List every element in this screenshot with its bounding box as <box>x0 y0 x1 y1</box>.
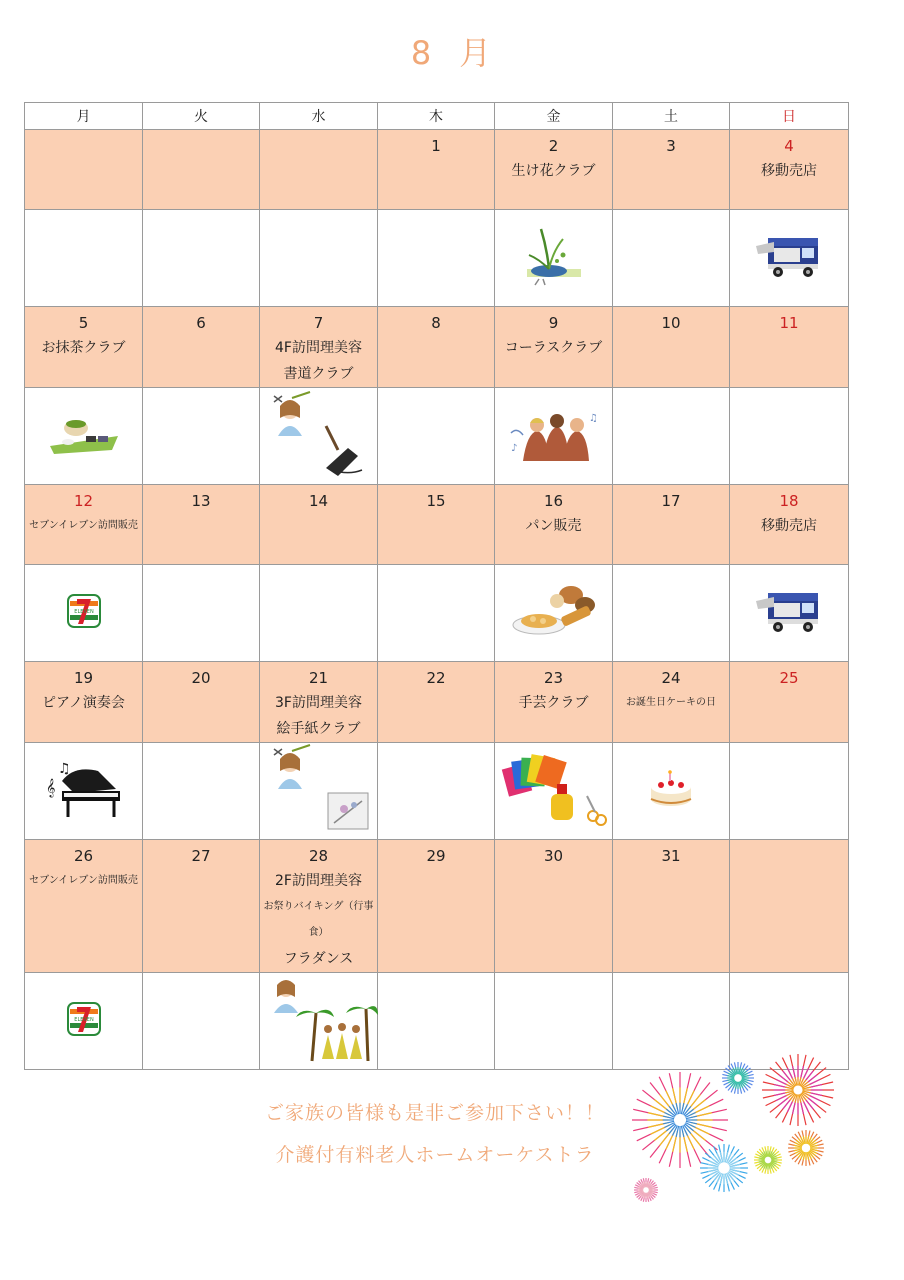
illustration-cell <box>730 565 849 662</box>
illustration-cell <box>495 973 613 1070</box>
seven-eleven-logo-icon <box>25 1001 142 1041</box>
event-label: お抹茶クラブ <box>41 340 126 356</box>
piano-icon <box>25 759 142 823</box>
day-cell <box>730 840 849 973</box>
day-cell <box>260 130 378 210</box>
illustration-cell <box>143 565 260 662</box>
day-cell <box>378 307 495 388</box>
day-number: 3 <box>666 137 676 155</box>
event-label: 生け花クラブ <box>511 163 596 179</box>
weekday-tue: 火 <box>143 103 260 130</box>
day-number: 30 <box>543 847 564 865</box>
illustration-cell <box>495 743 613 840</box>
day-cell <box>613 485 730 565</box>
day-cell <box>25 485 143 565</box>
day-cell <box>143 840 260 973</box>
footer-invite-text: ご家族の皆様も是非ご参加下さい！！ <box>264 1102 605 1124</box>
day-cell <box>495 485 613 565</box>
illustration-cell <box>378 210 495 307</box>
illustration-cell <box>730 388 849 485</box>
day-number: 7 <box>313 314 324 332</box>
day-number: 20 <box>191 669 211 687</box>
event-label: セブンイレブン訪問販売 <box>29 520 138 531</box>
day-number: 18 <box>779 492 799 510</box>
day-number: 16 <box>543 492 564 510</box>
day-cell <box>613 130 730 210</box>
day-number: 2 <box>548 137 559 155</box>
event-label: 手芸クラブ <box>518 695 589 711</box>
fireworks-icon <box>620 1050 850 1220</box>
illustration-cell <box>143 388 260 485</box>
illustration-cell <box>143 210 260 307</box>
illustration-cell <box>25 388 143 485</box>
day-cell <box>378 485 495 565</box>
day-cell <box>730 662 849 743</box>
day-number: 24 <box>661 669 681 687</box>
day-cell <box>25 840 143 973</box>
day-cell <box>495 662 613 743</box>
illustration-cell <box>25 973 143 1070</box>
event-label: 移動売店 <box>761 518 817 534</box>
illustration-cell <box>25 210 143 307</box>
day-number: 17 <box>661 492 681 510</box>
seven-eleven-logo-icon <box>25 593 142 633</box>
day-number: 15 <box>426 492 446 510</box>
day-cell <box>730 485 849 565</box>
day-number: 31 <box>661 847 681 865</box>
day-number: 1 <box>431 137 441 155</box>
illustration-cell <box>25 743 143 840</box>
illustration-cell <box>378 388 495 485</box>
day-cell <box>378 840 495 973</box>
event-label: 書道クラブ <box>283 366 354 382</box>
day-cell <box>613 840 730 973</box>
week-row-events <box>25 840 849 973</box>
day-number: 4 <box>784 137 794 155</box>
day-number: 27 <box>191 847 211 865</box>
mobile-shop-truck-icon <box>730 232 848 284</box>
weekday-wed: 水 <box>260 103 378 130</box>
week-row-events <box>25 130 849 210</box>
event-label: セブンイレブン訪問販売 <box>29 875 138 886</box>
illustration-cell <box>613 388 730 485</box>
day-number: 8 <box>431 314 441 332</box>
event-label: 絵手紙クラブ <box>276 721 361 737</box>
day-cell <box>260 485 378 565</box>
day-cell <box>495 130 613 210</box>
day-cell <box>25 662 143 743</box>
month-char: 月 <box>459 34 494 72</box>
event-label: 2F訪問理美容 <box>275 873 362 889</box>
illustration-cell <box>730 743 849 840</box>
bread-icon <box>495 581 612 645</box>
week-row-events <box>25 307 849 388</box>
day-cell <box>143 307 260 388</box>
calendar-table <box>24 102 849 1070</box>
weekday-mon: 月 <box>25 103 143 130</box>
illustration-cell <box>25 565 143 662</box>
day-cell <box>730 130 849 210</box>
day-number: 13 <box>191 492 211 510</box>
weekday-sat: 土 <box>613 103 730 130</box>
day-number: 6 <box>196 314 206 332</box>
day-cell <box>143 485 260 565</box>
ikebana-icon <box>495 221 612 295</box>
day-cell <box>25 307 143 388</box>
weekday-sun: 日 <box>730 103 849 130</box>
day-cell <box>378 662 495 743</box>
craft-paper-glue-icon <box>495 750 612 832</box>
svg-text:♫: ♫ <box>588 413 598 424</box>
illustration-cell <box>495 210 613 307</box>
matcha-tea-icon <box>25 410 142 462</box>
day-number: 12 <box>73 492 94 510</box>
day-number: 23 <box>543 669 564 687</box>
illustration-cell <box>143 743 260 840</box>
illustration-cell <box>260 973 378 1070</box>
illustration-cell <box>143 973 260 1070</box>
weekday-thu: 木 <box>378 103 495 130</box>
day-number: 9 <box>548 314 559 332</box>
svg-text:𝄞: 𝄞 <box>45 778 55 797</box>
day-cell <box>378 130 495 210</box>
footer-facility-name: 介護付有料老人ホームオーケストラ <box>275 1144 595 1166</box>
event-label: 移動売店 <box>761 163 817 179</box>
day-cell <box>260 662 378 743</box>
illustration-cell <box>260 565 378 662</box>
illustration-cell <box>730 210 849 307</box>
day-number: 22 <box>426 669 446 687</box>
day-cell <box>613 307 730 388</box>
week-row-illustrations <box>25 210 849 307</box>
day-number: 10 <box>661 314 681 332</box>
event-label: コーラスクラブ <box>504 340 603 356</box>
illustration-cell <box>613 743 730 840</box>
day-number: 19 <box>73 669 94 687</box>
chorus-singers-icon <box>495 403 612 469</box>
event-label: お祭りバイキング（行事食） <box>263 901 374 938</box>
svg-text:ELEVEN: ELEVEN <box>73 1017 94 1023</box>
day-cell <box>260 840 378 973</box>
day-cell <box>495 307 613 388</box>
day-cell <box>143 130 260 210</box>
event-label: 4F訪問理美容 <box>275 340 362 356</box>
event-label: ピアノ演奏会 <box>42 695 125 711</box>
day-number: 28 <box>308 847 329 865</box>
illustration-cell <box>613 565 730 662</box>
illustration-cell <box>495 565 613 662</box>
event-label: フラダンス <box>283 951 354 967</box>
day-number: 26 <box>73 847 94 865</box>
event-label: 3F訪問理美容 <box>275 695 362 711</box>
weekday-fri: 金 <box>495 103 613 130</box>
day-number: 21 <box>308 669 329 687</box>
day-cell <box>260 307 378 388</box>
week-row-events <box>25 485 849 565</box>
day-cell <box>495 840 613 973</box>
event-label: パン販売 <box>525 518 582 534</box>
weekday-header-row <box>25 103 849 130</box>
week-row-events <box>25 662 849 743</box>
hairdresser-calligraphy-icon <box>260 390 377 482</box>
day-number: 5 <box>78 314 89 332</box>
day-number: 25 <box>779 669 799 687</box>
day-number: 29 <box>426 847 446 865</box>
birthday-cake-icon <box>613 769 729 813</box>
page-title <box>0 28 904 74</box>
week-row-illustrations <box>25 743 849 840</box>
svg-text:♪: ♪ <box>510 443 517 454</box>
week-row-illustrations <box>25 388 849 485</box>
illustration-cell <box>260 743 378 840</box>
illustration-cell <box>613 210 730 307</box>
day-cell <box>613 662 730 743</box>
illustration-cell <box>495 388 613 485</box>
illustration-cell <box>260 388 378 485</box>
svg-text:ELEVEN: ELEVEN <box>73 609 94 615</box>
illustration-cell <box>378 973 495 1070</box>
day-number: 11 <box>779 314 799 332</box>
illustration-cell <box>260 210 378 307</box>
hairdresser-letter-icon <box>260 743 377 839</box>
month-number: 8 <box>410 34 434 72</box>
mobile-shop-truck-icon <box>730 587 848 639</box>
day-cell <box>143 662 260 743</box>
week-row-illustrations <box>25 565 849 662</box>
svg-text:♫: ♫ <box>57 761 71 777</box>
illustration-cell <box>378 565 495 662</box>
day-cell <box>25 130 143 210</box>
illustration-cell <box>378 743 495 840</box>
event-label: お誕生日ケーキの日 <box>626 697 716 708</box>
hairdresser-hula-icon <box>260 973 377 1069</box>
day-number: 14 <box>308 492 329 510</box>
day-cell <box>730 307 849 388</box>
